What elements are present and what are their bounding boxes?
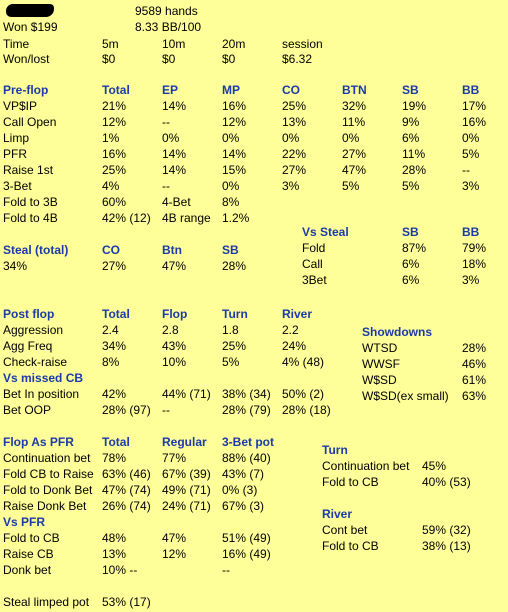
preflop-row: 47% [342,163,367,177]
preflop-row: 0% [462,131,480,145]
flop-pfr-header: 3-Bet pot [222,435,274,449]
showdown-row: WTSD [362,341,398,355]
vs-steal-row: 87% [402,241,427,255]
postflop-row: Aggression [3,323,64,337]
flop-pfr-row: 0% (3) [222,483,258,497]
preflop-row: 13% [282,115,307,129]
flop-pfr-row: 77% [162,451,187,465]
postflop-row: 43% [162,339,187,353]
vs-pfr-row: Donk bet [3,563,52,577]
turn-row: 45% [422,459,447,473]
redacted-player-name [6,4,54,17]
fold-to-3bet: 8% [222,195,240,209]
preflop-row: Raise 1st [3,163,54,177]
won-amount: Won $199 [3,20,58,34]
postflop-header: Turn [222,307,248,321]
vs-steal-header: BB [462,225,480,239]
vs-steal-row: 18% [462,257,487,271]
flop-pfr-row: 49% (71) [162,483,211,497]
preflop-row: 22% [282,147,307,161]
flop-pfr-row: 67% (3) [222,499,265,513]
fold-to-3bet: 60% [102,195,127,209]
preflop-row: 14% [222,147,247,161]
river-row: Cont bet [322,523,368,537]
preflop-row: 3% [462,179,480,193]
flop-pfr-row: 88% (40) [222,451,271,465]
steal-value: 34% [3,259,28,273]
missed-cb-row: Bet In position [3,387,80,401]
postflop-row: 2.8 [162,323,179,337]
preflop-row: 4% [102,179,120,193]
postflop-header: Total [102,307,130,321]
postflop-row: 25% [222,339,247,353]
vs-steal-row: Call [302,257,323,271]
river-row: Fold to CB [322,539,379,553]
flop-pfr-row: 78% [102,451,127,465]
hands-count: 9589 hands [135,4,198,18]
flop-pfr-row: Raise Donk Bet [3,499,87,513]
missed-cb-row: -- [162,403,170,417]
missed-cb-row: 50% (2) [282,387,325,401]
showdown-row: W$SD(ex small) [362,389,449,403]
vs-pfr-row: 47% [162,531,187,545]
postflop-header: Flop [162,307,188,321]
preflop-row: 11% [342,115,366,129]
preflop-row: 0% [222,131,240,145]
preflop-row: 17% [462,99,487,113]
steal-header: Btn [162,243,182,257]
vs-pfr-row: 12% [162,547,187,561]
steal-header: SB [222,243,239,257]
preflop-header: BTN [342,83,367,97]
flop-pfr-row: Fold CB to Raise [3,467,94,481]
time-label: Time [3,37,30,51]
vs-pfr-row: 48% [102,531,127,545]
preflop-row: 5% [462,147,480,161]
preflop-row: 27% [282,163,307,177]
preflop-row: 25% [102,163,127,177]
preflop-row: 5% [342,179,360,193]
preflop-row: -- [462,163,470,177]
flop-pfr-row: 24% (71) [162,499,211,513]
postflop-row: Agg Freq [3,339,53,353]
preflop-row: 25% [282,99,307,113]
postflop-header: Post flop [3,307,55,321]
fold-to-3bet: 4-Bet [162,195,191,209]
steal-header: CO [102,243,120,257]
preflop-header: Total [102,83,130,97]
preflop-row: 0% [282,131,300,145]
preflop-header: CO [282,83,300,97]
vs-steal-row: 3% [462,273,480,287]
preflop-row: 28% [402,163,427,177]
time-col-value: $0 [162,52,176,66]
time-col-header: 20m [222,37,246,51]
flop-pfr-header: Flop As PFR [3,435,74,449]
time-col-header: 5m [102,37,119,51]
preflop-row: -- [162,115,170,129]
flop-pfr-row: 47% (74) [102,483,151,497]
showdown-row: 61% [462,373,487,387]
preflop-row: Call Open [3,115,57,129]
preflop-row: PFR [3,147,27,161]
time-col-header: session [282,37,323,51]
vs-steal-header: Vs Steal [302,225,349,239]
fold-to-4bet: Fold to 4B [3,211,58,225]
flop-pfr-header: Regular [162,435,207,449]
postflop-row: 10% [162,355,187,369]
flop-pfr-row: 26% (74) [102,499,151,513]
fold-to-4bet: 4B range [162,211,211,225]
preflop-header: BB [462,83,480,97]
flop-pfr-row: 43% (7) [222,467,265,481]
vs-pfr-row: 51% (49) [222,531,271,545]
flop-pfr-row: Fold to Donk Bet [3,483,93,497]
river-row: 59% (32) [422,523,471,537]
vs-pfr-row: 10% -- [102,563,138,577]
fold-to-4bet: 42% (12) [102,211,151,225]
postflop-row: 1.8 [222,323,239,337]
preflop-row: 27% [342,147,367,161]
vs-pfr-row: 16% (49) [222,547,271,561]
postflop-header: River [282,307,313,321]
postflop-row: 34% [102,339,127,353]
postflop-row: Check-raise [3,355,68,369]
missed-cb-row: 44% (71) [162,387,211,401]
vs-pfr-row: Fold to CB [3,531,60,545]
preflop-row: Limp [3,131,30,145]
preflop-row: 5% [402,179,420,193]
flop-pfr-row: 67% (39) [162,467,211,481]
preflop-row: 11% [402,147,426,161]
missed-cb-row: 28% (18) [282,403,331,417]
won-lost-label: Won/lost [3,52,50,66]
bb-per-100: 8.33 BB/100 [135,20,202,34]
vs-missed-cb-title: Vs missed CB [3,371,84,385]
postflop-row: 5% [222,355,240,369]
preflop-row: 3% [282,179,300,193]
steal-value: 27% [102,259,127,273]
steal-limped-pot: 53% (17) [102,595,151,609]
preflop-header: EP [162,83,179,97]
postflop-row: 4% (48) [282,355,325,369]
flop-pfr-row: 63% (46) [102,467,151,481]
showdown-row: WWSF [362,357,400,371]
river-row: 38% (13) [422,539,471,553]
vs-steal-row: 6% [402,273,420,287]
steal-limped-pot: Steal limped pot [3,595,90,609]
vs-pfr-row: 13% [102,547,127,561]
time-col-value: $0 [102,52,116,66]
postflop-row: 24% [282,339,307,353]
postflop-row: 2.4 [102,323,119,337]
preflop-row: 12% [222,115,247,129]
preflop-row: 0% [162,131,180,145]
preflop-row: 6% [402,131,420,145]
fold-to-4bet: 1.2% [222,211,250,225]
showdown-row: 28% [462,341,487,355]
missed-cb-row: 28% (79) [222,403,271,417]
preflop-row: 3-Bet [3,179,32,193]
steal-value: 47% [162,259,187,273]
preflop-row: 0% [222,179,240,193]
turn-title: Turn [322,443,348,457]
steal-value: 28% [222,259,247,273]
vs-steal-row: Fold [302,241,326,255]
missed-cb-row: 42% [102,387,127,401]
missed-cb-row: 38% (34) [222,387,271,401]
preflop-row: 16% [222,99,247,113]
preflop-row: 16% [462,115,487,129]
vs-pfr-title: Vs PFR [3,515,46,529]
preflop-header: SB [402,83,419,97]
turn-row: 40% (53) [422,475,471,489]
preflop-row: 14% [162,99,187,113]
preflop-row: 0% [342,131,360,145]
missed-cb-row: Bet OOP [3,403,52,417]
showdowns-title: Showdowns [362,325,432,339]
turn-row: Fold to CB [322,475,379,489]
time-col-value: $0 [222,52,236,66]
turn-row: Continuation bet [322,459,410,473]
vs-steal-header: SB [402,225,419,239]
preflop-row: -- [162,179,170,193]
postflop-row: 2.2 [282,323,299,337]
preflop-row: 15% [222,163,247,177]
flop-pfr-header: Total [102,435,130,449]
fold-to-3bet: Fold to 3B [3,195,58,209]
preflop-header: MP [222,83,240,97]
preflop-row: 19% [402,99,427,113]
postflop-row: 8% [102,355,120,369]
steal-header: Steal (total) [3,243,69,257]
river-title: River [322,507,353,521]
flop-pfr-row: Continuation bet [3,451,91,465]
preflop-row: 12% [102,115,127,129]
vs-steal-row: 3Bet [302,273,327,287]
preflop-row: 14% [162,163,187,177]
vs-pfr-row: Raise CB [3,547,54,561]
vs-pfr-row: -- [222,563,230,577]
missed-cb-row: 28% (97) [102,403,151,417]
preflop-row: 32% [342,99,367,113]
preflop-row: 21% [102,99,127,113]
preflop-header: Pre-flop [3,83,49,97]
time-col-value: $6.32 [282,52,313,66]
preflop-row: 16% [102,147,127,161]
showdown-row: W$SD [362,373,397,387]
preflop-row: VP$IP [3,99,38,113]
vs-steal-row: 6% [402,257,420,271]
time-col-header: 10m [162,37,186,51]
preflop-row: 14% [162,147,187,161]
vs-steal-row: 79% [462,241,487,255]
preflop-row: 1% [102,131,120,145]
showdown-row: 63% [462,389,487,403]
showdown-row: 46% [462,357,487,371]
preflop-row: 9% [402,115,420,129]
